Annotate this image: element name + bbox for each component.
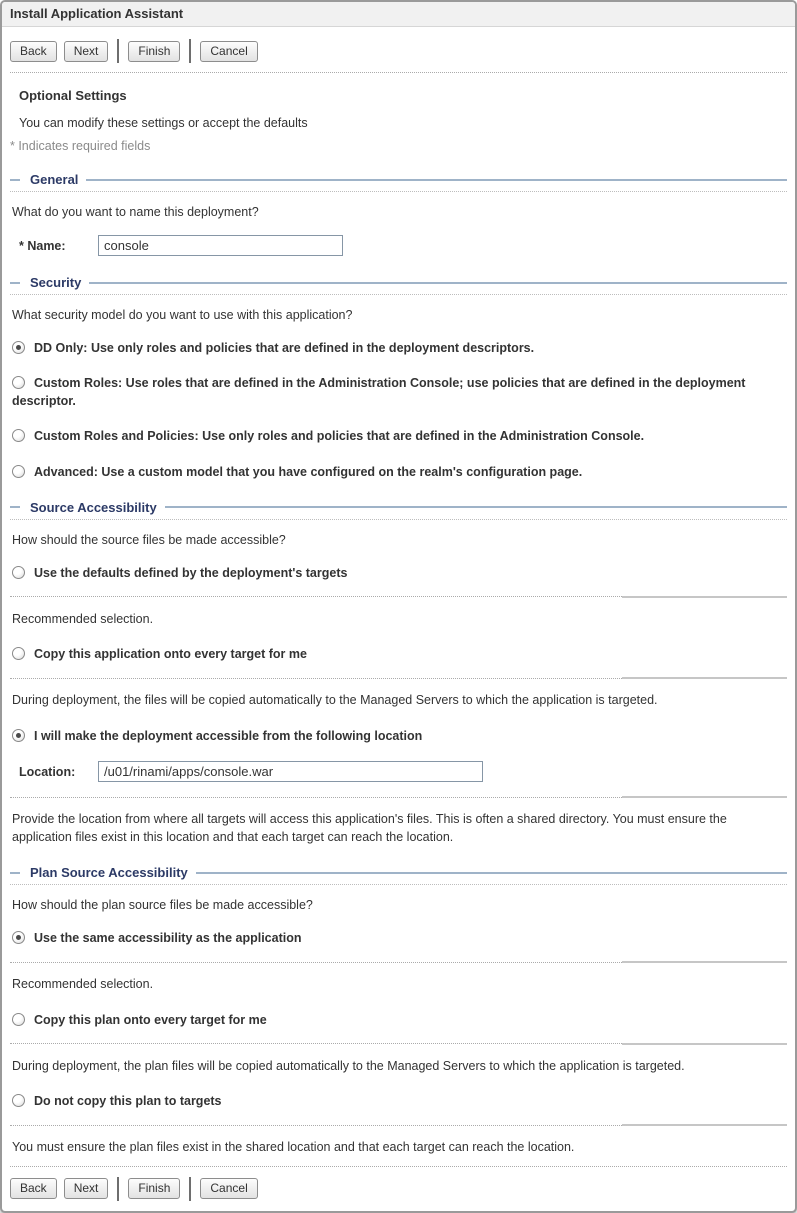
option-description: You must ensure the plan files exist in the shared location and that each target can reach the location. bbox=[12, 1140, 575, 1155]
section-dash bbox=[10, 506, 20, 508]
cancel-button-bottom[interactable]: Cancel bbox=[200, 1178, 257, 1199]
section-dash bbox=[10, 179, 20, 181]
optional-settings-subheading: You can modify these settings or accept the defaults bbox=[19, 116, 308, 130]
separator bbox=[10, 519, 787, 520]
location-input[interactable] bbox=[98, 761, 483, 782]
section-dash bbox=[10, 872, 20, 874]
radio-icon[interactable] bbox=[12, 1094, 25, 1107]
plan-option-copy-plan[interactable] bbox=[12, 1011, 787, 1029]
back-button-top[interactable]: Back bbox=[10, 41, 57, 62]
separator bbox=[10, 596, 787, 598]
back-button-bottom[interactable]: Back bbox=[10, 1178, 57, 1199]
section-rule bbox=[86, 179, 787, 181]
name-field-row bbox=[19, 235, 787, 256]
separator bbox=[10, 72, 787, 73]
separator bbox=[10, 884, 787, 885]
security-option-custom-roles[interactable] bbox=[12, 374, 787, 410]
radio-option-label: Copy this plan onto every target for me bbox=[34, 1012, 267, 1027]
security-question: What security model do you want to use with this application? bbox=[12, 308, 353, 322]
plan-option-same-accessibility[interactable] bbox=[12, 929, 787, 947]
separator bbox=[10, 796, 787, 798]
radio-option-label: Do not copy this plan to targets bbox=[34, 1094, 222, 1109]
section-header-source-accessibility bbox=[10, 500, 787, 515]
radio-icon[interactable] bbox=[12, 729, 25, 742]
security-option-custom-roles-policies[interactable] bbox=[12, 427, 787, 445]
section-title: General bbox=[30, 172, 79, 187]
toolbar-divider bbox=[189, 39, 191, 63]
security-option-advanced[interactable] bbox=[12, 463, 787, 481]
toolbar-top bbox=[10, 39, 787, 63]
source-accessibility-question: How should the source files be made accessible? bbox=[12, 532, 286, 547]
next-button-top[interactable]: Next bbox=[64, 41, 109, 62]
general-question: What do you want to name this deployment? bbox=[12, 205, 259, 219]
option-description: Provide the location from where all targets will access this application's files. This is often a shared directory. You must ensure the application files exist in this location and that each target can reach the location. bbox=[12, 812, 727, 844]
separator bbox=[10, 1166, 787, 1167]
section-dash bbox=[10, 282, 20, 284]
location-field-label: Location: bbox=[19, 764, 76, 779]
option-description: During deployment, the files will be copied automatically to the Managed Servers to which the application is targeted. bbox=[12, 693, 658, 708]
option-description: Recommended selection. bbox=[12, 611, 154, 626]
radio-option-label: Advanced: Use a custom model that you have configured on the realm's configuration page. bbox=[34, 464, 583, 479]
section-title: Security bbox=[30, 275, 82, 290]
toolbar-bottom bbox=[10, 1177, 787, 1201]
radio-option-label: Custom Roles: Use roles that are defined in the Administration Console; use policies that are defined in the deployment descriptor. bbox=[12, 376, 746, 409]
next-button-bottom[interactable]: Next bbox=[64, 1178, 109, 1199]
separator bbox=[10, 961, 787, 963]
radio-option-label: Copy this application onto every target for me bbox=[34, 647, 307, 662]
separator bbox=[10, 677, 787, 679]
option-description: During deployment, the plan files will be copied automatically to the Managed Servers to which the application is targeted. bbox=[12, 1058, 685, 1073]
option-description: Recommended selection. bbox=[12, 977, 154, 992]
separator bbox=[10, 1043, 787, 1045]
required-fields-note: * Indicates required fields bbox=[10, 139, 151, 153]
radio-icon[interactable] bbox=[12, 376, 25, 389]
toolbar-divider bbox=[117, 39, 119, 63]
radio-option-label: Custom Roles and Policies: Use only roles and policies that are defined in the Administration Console. bbox=[34, 429, 645, 444]
optional-settings-heading: Optional Settings bbox=[19, 88, 127, 103]
radio-option-label: DD Only: Use only roles and policies that are defined in the deployment descriptors. bbox=[34, 341, 535, 355]
section-header-general bbox=[10, 172, 787, 187]
name-field-label: * Name: bbox=[19, 238, 66, 253]
plan-option-do-not-copy[interactable] bbox=[12, 1092, 787, 1110]
section-title: Plan Source Accessibility bbox=[30, 865, 188, 880]
radio-icon[interactable] bbox=[12, 566, 25, 579]
toolbar-divider bbox=[117, 1177, 119, 1201]
content-area bbox=[2, 27, 795, 1211]
separator bbox=[10, 191, 787, 192]
radio-icon[interactable] bbox=[12, 647, 25, 660]
security-option-dd-only[interactable] bbox=[12, 339, 787, 357]
radio-option-label: I will make the deployment accessible from the following location bbox=[34, 728, 423, 743]
section-rule bbox=[196, 872, 787, 874]
radio-icon[interactable] bbox=[12, 429, 25, 442]
radio-option-label: Use the same accessibility as the application bbox=[34, 931, 302, 945]
source-option-copy-application[interactable] bbox=[12, 645, 787, 663]
radio-icon[interactable] bbox=[12, 341, 25, 354]
source-option-use-defaults[interactable] bbox=[12, 564, 787, 582]
separator bbox=[10, 1124, 787, 1126]
radio-icon[interactable] bbox=[12, 1013, 25, 1026]
name-input[interactable] bbox=[98, 235, 343, 256]
section-title: Source Accessibility bbox=[30, 499, 157, 515]
section-header-security bbox=[10, 275, 787, 290]
section-header-plan-source-accessibility bbox=[10, 865, 787, 880]
section-rule bbox=[165, 506, 787, 508]
toolbar-divider bbox=[189, 1177, 191, 1201]
cancel-button-top[interactable]: Cancel bbox=[200, 41, 257, 62]
section-rule bbox=[89, 282, 787, 284]
radio-icon[interactable] bbox=[12, 465, 25, 478]
window-title: Install Application Assistant bbox=[2, 2, 795, 27]
location-field-row bbox=[19, 761, 787, 782]
radio-icon[interactable] bbox=[12, 931, 25, 944]
radio-option-label: Use the defaults defined by the deployment's targets bbox=[34, 565, 348, 580]
plan-source-accessibility-question: How should the plan source files be made accessible? bbox=[12, 898, 313, 912]
finish-button-top[interactable]: Finish bbox=[128, 41, 180, 62]
separator bbox=[10, 294, 787, 295]
finish-button-bottom[interactable]: Finish bbox=[128, 1178, 180, 1199]
source-option-accessible-location[interactable] bbox=[12, 727, 787, 745]
